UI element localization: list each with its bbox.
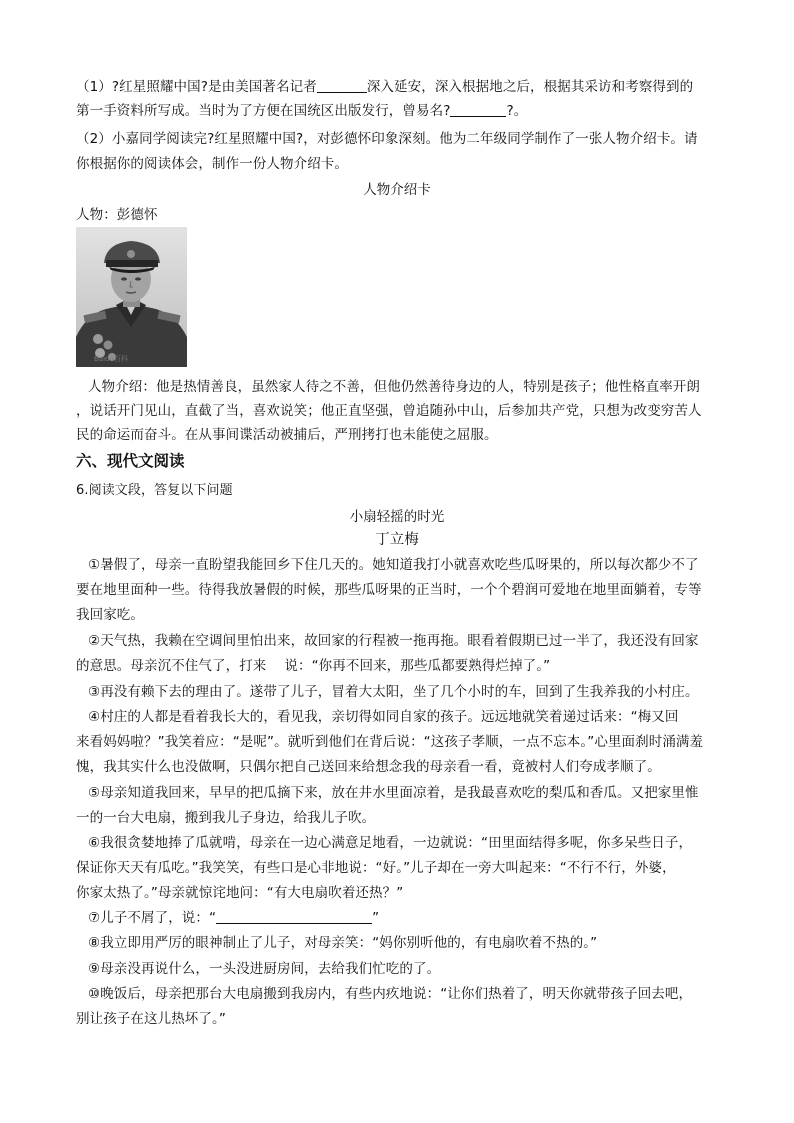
intro-line2: ，说话开门见山，直截了当，喜欢说笑；他正直坚强，曾追随孙中山，后参加共产党，只想为改变穷苦人 bbox=[76, 403, 702, 419]
article-line: ⑥我很贪婪地捧了瓜就啃，母亲在一边心满意足地看，一边就说：“田里面结得多呢，你多呆些日子， bbox=[88, 835, 693, 851]
answer-blank-reporter[interactable] bbox=[317, 78, 367, 93]
article-line: ⑨母亲没再说什么，一头没进厨房间，去给我们忙吃的了。 bbox=[88, 961, 441, 977]
article-line: ⑤母亲知道我回来，早早的把瓜摘下来，放在井水里面凉着，是我最喜欢吃的梨瓜和香瓜。又把家里惟 bbox=[88, 785, 699, 801]
article-line: 保证你天天有瓜吃。”我笑笑，有些口是心非地说：“好。”儿子却在一旁大叫起来：“不行不行，外婆， bbox=[76, 860, 676, 876]
article-line: 的意思。母亲沉不住气了，打来 说：“你再不回来，那些瓜都要熟得烂掉了。” bbox=[76, 658, 551, 674]
text: ⑦儿子不屑了，说：“ bbox=[88, 910, 217, 926]
q5-part1-line2 bbox=[76, 101, 527, 121]
answer-blank-alt-title[interactable] bbox=[450, 102, 506, 117]
text: ” bbox=[372, 910, 380, 926]
card-title: 人物介绍卡 bbox=[363, 182, 431, 198]
article-line: ②天气热，我赖在空调间里怕出来，故回家的行程被一拖再拖。眼看着假期已过一半了，我还没有回家 bbox=[88, 633, 699, 649]
portrait-photo bbox=[76, 227, 187, 367]
article-line: 一的一台大电扇，搬到我儿子身边，给我儿子吹。 bbox=[76, 810, 376, 826]
article-line: 你家太热了。”母亲就惊诧地问：“有大电扇吹着还热？” bbox=[76, 885, 404, 901]
text: （1）?红星照耀中国?是由美国著名记者 bbox=[76, 79, 317, 95]
portrait-image bbox=[76, 227, 187, 367]
article-author: 丁立梅 bbox=[375, 532, 419, 548]
article-line: 要在地里面种一些。待得我放暑假的时候，那些瓜呀果的正当时，一个个碧润可爱地在地里面躺着，专等 bbox=[76, 582, 702, 598]
intro-line3: 民的命运而奋斗。在从事间谍活动被捕后，严刑拷打也未能使之屈服。 bbox=[76, 427, 498, 443]
article-title: 小扇轻摇的时光 bbox=[349, 509, 445, 525]
photo-watermark: Baidu百科 bbox=[94, 355, 128, 363]
article-line: ③再没有赖下去的理由了。遂带了儿子，冒着大太阳，坐了几个小时的车，回到了生我养我的小村庄。 bbox=[88, 684, 699, 700]
article-line: ⑧我立即用严厉的眼神制止了儿子，对母亲笑：“妈你别听他的，有电扇吹着不热的。” bbox=[88, 935, 598, 951]
q5-part2-line2: 你根据你的阅读体会，制作一份人物介绍卡。 bbox=[76, 156, 348, 172]
article-line: 我回家吃。 bbox=[76, 607, 144, 623]
article-line: ⑩晚饭后，母亲把那台大电扇搬到我房内，有些内疚地说：“让你们热着了，明天你就带孩子回去吧， bbox=[88, 986, 693, 1002]
intro-line1: 人物介绍：他是热情善良，虽然家人待之不善，但他仍然善待身边的人，特别是孩子；他性格直率开朗 bbox=[88, 379, 700, 395]
q5-part2-line1: （2）小嘉同学阅读完?红星照耀中国?，对彭德怀印象深刻。他为二年级同学制作了一张人物介绍卡。请 bbox=[76, 131, 698, 147]
article-line: 愧，我其实什么也没做啊，只偶尔把自己送回来给想念我的母亲看一看，竟被村人们夸成孝顺了。 bbox=[76, 759, 661, 775]
text: 第一手资料所写成。当时为了方便在国统区出版发行，曾易名? bbox=[76, 103, 451, 119]
section-heading: 六、现代文阅读 bbox=[76, 452, 185, 470]
person-label: 人物：彭德怀 bbox=[76, 207, 158, 223]
text: ?。 bbox=[506, 103, 528, 119]
article-line: ①暑假了，母亲一直盼望我能回乡下住几天的。她知道我打小就喜欢吃些瓜呀果的，所以每次都少不了 bbox=[88, 557, 699, 573]
article-line: ④村庄的人都是看着我长大的，看见我，亲切得如同自家的孩子。远远地就笑着递过话来：“梅又回 bbox=[88, 709, 679, 725]
question-instruction: 6.阅读文段，答复以下问题 bbox=[76, 483, 233, 498]
answer-blank-son-reply[interactable] bbox=[216, 909, 372, 924]
article-line-with-blank bbox=[88, 908, 379, 928]
text: 深入延安，深入根据地之后，根据其采访和考察得到的 bbox=[366, 79, 694, 95]
article-line: 别让孩子在这儿热坏了。” bbox=[76, 1011, 226, 1027]
article-line: 来看妈妈啦？”我笑着应：“是呢”。就听到他们在背后说：“这孩子孝顺，一点不忘本。”心里面刹时涌满羞 bbox=[76, 734, 704, 750]
q5-part1-line1 bbox=[76, 77, 693, 97]
